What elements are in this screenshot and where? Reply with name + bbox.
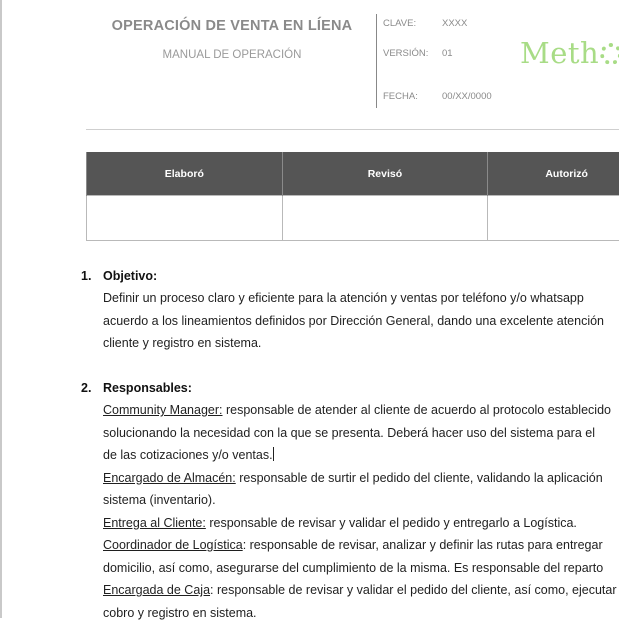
section-title: Objetivo: <box>103 269 157 283</box>
signature-row <box>87 196 619 241</box>
text-line: domicilio, así como, asegurarse del cumplimiento de la misma. Es responsable del reparto <box>103 557 619 580</box>
text-line: de las cotizaciones y/o ventas. <box>103 444 619 467</box>
role-name: Community Manager: <box>103 403 223 417</box>
gear-icon <box>600 43 619 65</box>
role-name: Encargado de Almacén: <box>103 471 236 485</box>
company-logo <box>520 36 619 70</box>
meta-label-version: VERSIÓN: <box>383 48 428 59</box>
column-elaboro: Elaboró <box>87 152 283 196</box>
responsables-list[interactable] <box>103 399 619 624</box>
text-line: acuerdo a los lineamientos definidos por Dirección General, dando una excelente atención <box>103 310 619 333</box>
signature-cell-reviso[interactable] <box>282 196 488 241</box>
role-name: Entrega al Cliente: <box>103 516 206 530</box>
section-heading-responsables <box>81 381 192 395</box>
signature-table <box>86 152 619 241</box>
meta-label-clave: CLAVE: <box>383 18 416 29</box>
header-rule <box>86 129 619 130</box>
list-item: Community Manager: responsable de atender al cliente de acuerdo al protocolo establecido <box>103 399 619 422</box>
signature-cell-autorizo[interactable] <box>488 196 619 241</box>
document-title: OPERACIÓN DE VENTA EN LÍENA <box>86 18 378 34</box>
text-line: solucionando la necesidad con la que se presenta. Deberá hacer uso del sistema para el <box>103 422 619 445</box>
meta-value-clave: XXXX <box>442 18 467 29</box>
text-line: cobro y registro en sistema. <box>103 602 619 624</box>
logo-text: Meth <box>520 36 599 70</box>
column-autorizo: Autorizó <box>488 152 619 196</box>
meta-value-version: 01 <box>442 48 453 59</box>
text-line: cliente y registro en sistema. <box>103 332 619 355</box>
meta-value-fecha: 00/XX/0000 <box>442 91 492 102</box>
signature-header-row <box>87 152 619 196</box>
list-item: Coordinador de Logística: responsable de revisar, analizar y definir las rutas para entregar <box>103 534 619 557</box>
header-divider <box>376 14 377 108</box>
list-item: Encargado de Almacén: responsable de surtir el pedido del cliente, validando la aplicación <box>103 467 619 490</box>
section-heading-objetivo <box>81 269 157 283</box>
signature-cell-elaboro[interactable] <box>87 196 283 241</box>
column-reviso: Revisó <box>282 152 488 196</box>
text-cursor <box>273 447 274 461</box>
page-left-edge <box>0 0 2 618</box>
section-number: 2. <box>81 381 103 395</box>
list-item: Encargada de Caja: responsable de revisar y validar el pedido del cliente, así como, ejecutar <box>103 579 619 602</box>
section-number: 1. <box>81 269 103 283</box>
section-title: Responsables: <box>103 381 192 395</box>
text-line: sistema (inventario). <box>103 489 619 512</box>
document-subtitle: MANUAL DE OPERACIÓN <box>86 49 378 61</box>
role-name: Coordinador de Logística <box>103 538 243 552</box>
list-item: Entrega al Cliente: responsable de revisar y validar el pedido y entregarlo a Logística. <box>103 512 619 535</box>
text-line: Definir un proceso claro y eficiente para la atención y ventas por teléfono y/o whatsapp <box>103 287 619 310</box>
objetivo-paragraph[interactable] <box>103 287 619 355</box>
role-name: Encargada de Caja <box>103 583 210 597</box>
meta-label-fecha: FECHA: <box>383 91 418 102</box>
